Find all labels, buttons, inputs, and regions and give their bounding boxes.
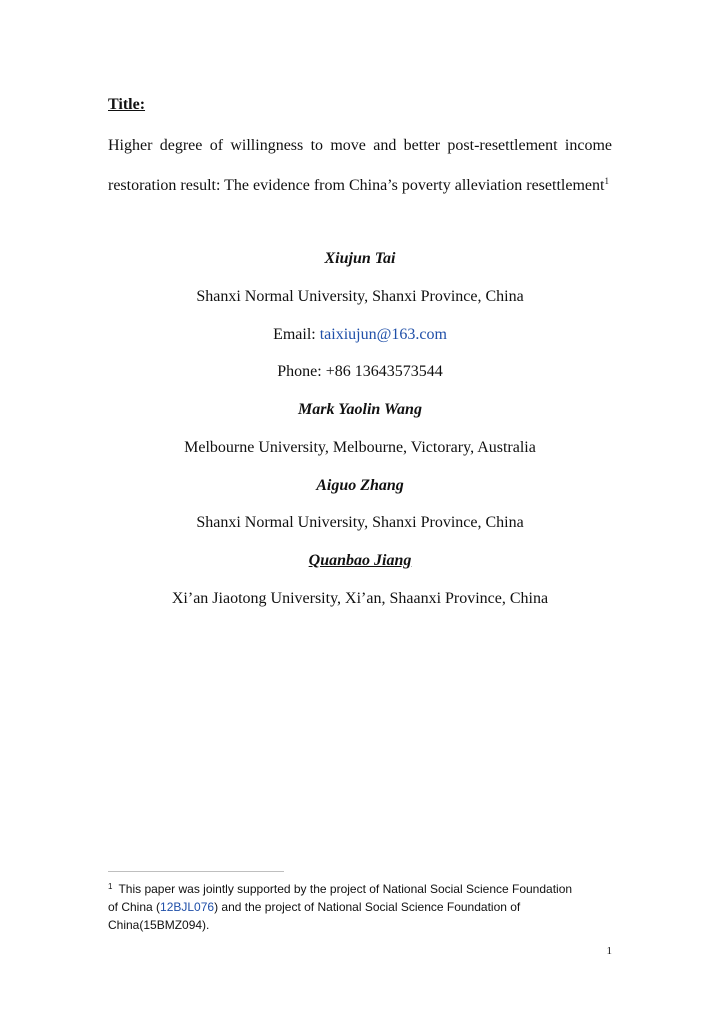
footnote — [108, 880, 578, 934]
author-name-4-text: Quanbao Jiang — [308, 552, 412, 569]
author-name-1: Xiujun Tai — [324, 250, 396, 267]
email-link[interactable]: taixiujun@163.com — [319, 326, 447, 343]
footnote-separator — [108, 871, 284, 872]
author-name-3: Aiguo Zhang — [316, 477, 404, 494]
grant-code-link[interactable]: 12BJL076 — [160, 900, 215, 914]
author-affiliation-1: Shanxi Normal University, Shanxi Province, China — [196, 288, 524, 305]
page-number: 1 — [606, 945, 612, 957]
title-footnote-mark[interactable]: 1 — [604, 176, 609, 186]
author-affiliation-4: Xi’an Jiaotong University, Xi’an, Shaanxi Province, China — [171, 590, 549, 607]
author-name-2: Mark Yaolin Wang — [298, 401, 422, 418]
author-name-4 — [108, 551, 612, 571]
footnote-text-end: ) and the project of National Social Science Foundation of China(15BMZ094). — [108, 900, 521, 932]
author-email-line — [108, 325, 612, 345]
author-affiliation-2: Melbourne University, Melbourne, Victorary, Australia — [184, 439, 536, 456]
footnote-text-start: This paper was jointly supported by the project of National Social Science Foundation of China ( — [108, 882, 573, 914]
paper-title — [108, 126, 612, 206]
footnote-mark: 1 — [108, 882, 113, 891]
paper-title-text: Higher degree of willingness to move and better post-resettlement income restoration result: The evidence from China’s poverty alleviation resettlement — [108, 137, 612, 194]
email-label: Email: — [273, 326, 320, 343]
title-label: Title: — [108, 96, 146, 113]
author-affiliation-3: Shanxi Normal University, Shanxi Province, China — [196, 514, 524, 531]
author-phone: Phone: +86 13643573544 — [277, 363, 443, 380]
